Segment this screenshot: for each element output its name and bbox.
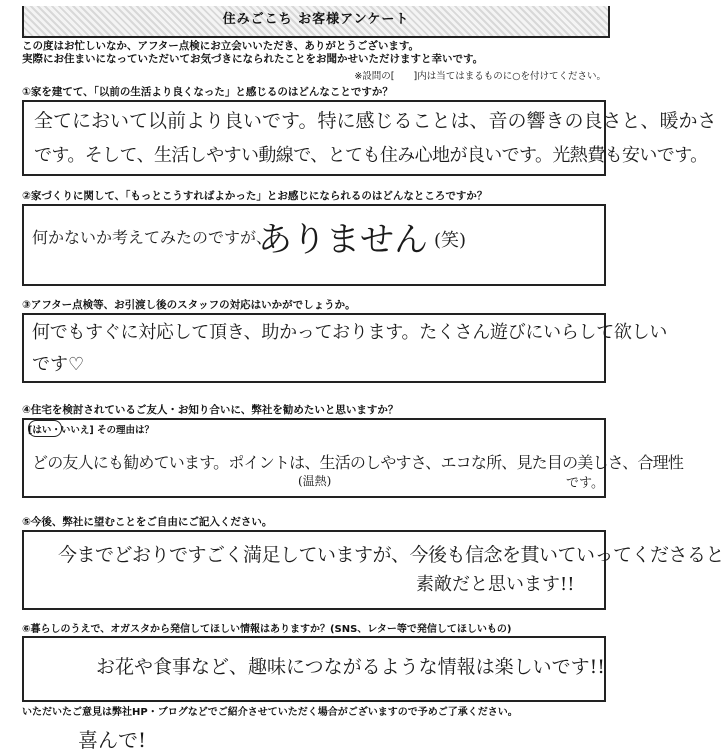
title-banner <box>22 6 610 38</box>
answer-3-line-1: 何でもすぐに対応して頂き、助かっております。たくさん遊びにいらして欲しい <box>32 322 668 343</box>
answer-6-text: お花や食事など、趣味につながるような情報は楽しいです!! <box>96 656 605 678</box>
handwritten-reply: 喜んで! <box>78 728 147 752</box>
answer-1-line-2: です。そして、生活しやすい動線で、とても住み心地が良いです。光熱費も安いです。 <box>34 145 708 166</box>
question-2-label: ②家づくりに関して、「もっとこうすればよかった」とお感じになられるのはどんなところですか？ <box>22 190 488 202</box>
question-1-label: ①家を建てて、「以前の生活より良くなった」と感じるのはどんなことですか？ <box>22 86 393 98</box>
question-5-label: ⑤今後、弊社に望むことをご自由にご記入ください。 <box>22 516 273 528</box>
intro-line-1: この度はお忙しいなか、アフター点検にお立会いいただき、ありがとうございます。 <box>22 40 420 52</box>
answer-2-big: ありません <box>258 220 428 260</box>
question-3-label: ③アフター点検等、お引渡し後のスタッフの対応はいかがでしょうか。 <box>22 299 356 311</box>
answer-3-line-2: です♡ <box>32 354 85 375</box>
answer-4-line-1: どの友人にも勧めています。ポイントは、生活のしやすさ、エコな所、見た目の美しさ、合理性 <box>32 453 684 472</box>
bracket-note: ※設問の[ ]内は当てはまるものに○を付けてください。 <box>354 71 606 82</box>
answer-2-text: 何かないか考えてみたのですが、 <box>32 228 273 247</box>
yes-circle-mark <box>28 420 62 437</box>
question-4-label: ④住宅を検討されているご友人・お知り合いに、弊社を勧めたいと思いますか？ <box>22 404 399 416</box>
answer-5-line-2: 素敵だと思います!! <box>416 574 575 595</box>
answer-1-line-1: 全てにおいて以前より良いです。特に感じることは、音の響きの良さと、暖かさ <box>34 110 717 132</box>
answer-5-line-1: 今までどおりですごく満足していますが、今後も信念を貫いていってくださると <box>58 544 724 566</box>
yes-no-choice[interactable]: [はい・いいえ] その理由は？ <box>28 425 154 436</box>
answer-4-annotation: (温熱) <box>298 474 332 488</box>
intro-line-2: 実際にお住まいになっていただいてお気づきになられたことをお聞かせいただけますと幸いです。 <box>22 53 484 65</box>
question-6-label: ⑥暮らしのうえで、オガスタから発信してほしい情報はありますか？(SNS、レター等で発信してほしいもの) <box>22 624 512 635</box>
answer-4-line-2: です。 <box>566 476 604 491</box>
survey-title: 住みごこち お客様アンケート <box>222 12 410 27</box>
answer-2-tail: (笑) <box>434 230 467 251</box>
consent-note: いただいたご意見は弊社HP・ブログなどでご紹介させていただく場合がございますので予めご了承ください。 <box>22 707 518 718</box>
